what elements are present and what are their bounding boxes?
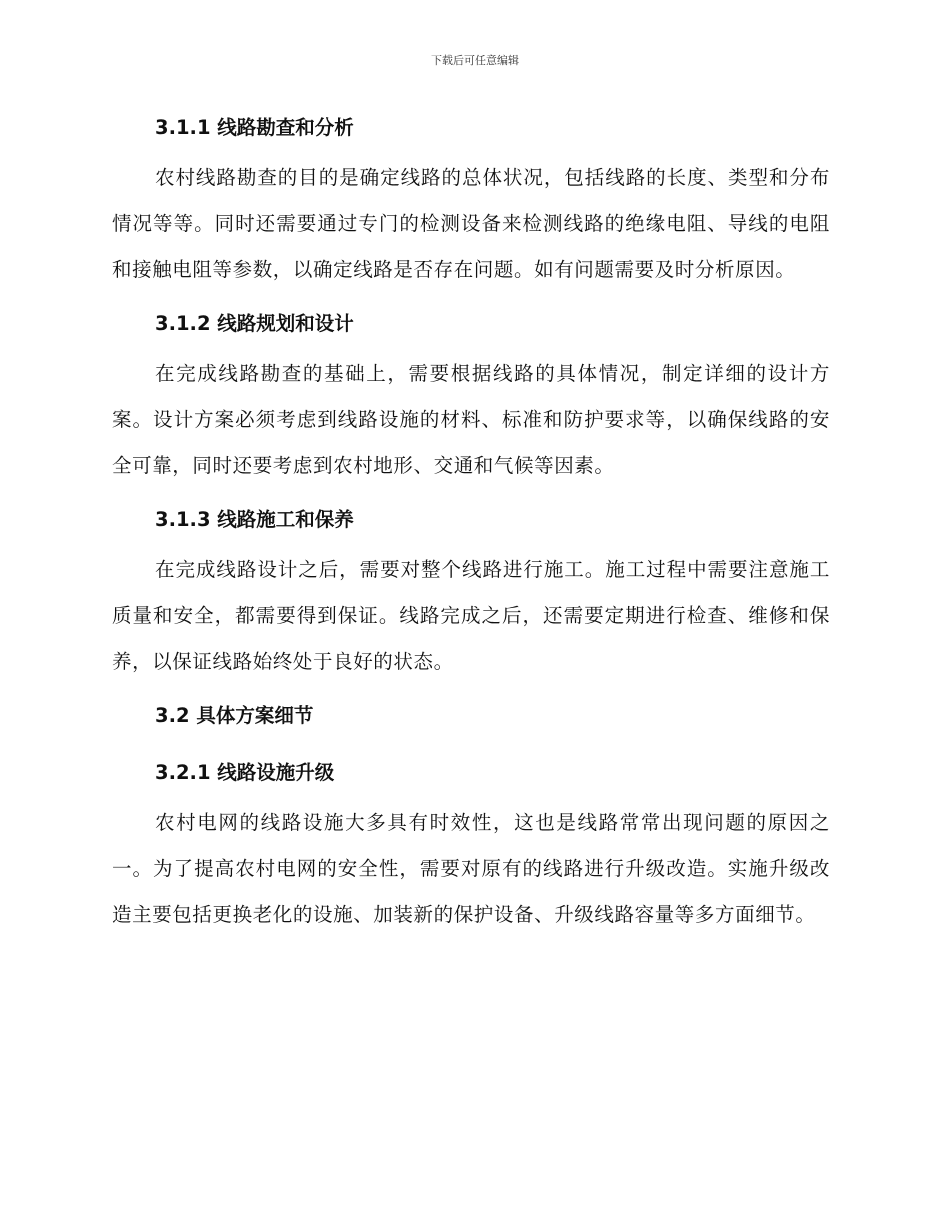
section-paragraph-3-1-3: 在完成线路设计之后，需要对整个线路进行施工。施工过程中需要注意施工质量和安全，都需要得到保证。线路完成之后，还需要定期进行检查、维修和保养，以保证线路始终处于良好的状态。 bbox=[112, 558, 830, 673]
section-heading-3-1-1: 3.1.1 线路勘查和分析 bbox=[155, 116, 354, 139]
section-paragraph-3-1-1: 农村线路勘查的目的是确定线路的总体状况，包括线路的长度、类型和分布情况等等。同时还需要通过专门的检测设备来检测线路的绝缘电阻、导线的电阻和接触电阻等参数，以确定线路是否存在问题。如有问题需要及时分析原因。 bbox=[112, 166, 830, 281]
section-paragraph-3-2-1: 农村电网的线路设施大多具有时效性，这也是线路常常出现问题的原因之一。为了提高农村电网的安全性，需要对原有的线路进行升级改造。实施升级改造主要包括更换老化的设施、加装新的保护设备、升级线路容量等多方面细节。 bbox=[112, 811, 830, 926]
section-heading-3-1-2: 3.1.2 线路规划和设计 bbox=[155, 312, 354, 335]
document-body bbox=[112, 113, 830, 938]
section-paragraph-3-1-2: 在完成线路勘查的基础上，需要根据线路的具体情况，制定详细的设计方案。设计方案必须考虑到线路设施的材料、标准和防护要求等，以确保线路的安全可靠，同时还要考虑到农村地形、交通和气候等因素。 bbox=[112, 362, 830, 477]
section-heading-3-2: 3.2 具体方案细节 bbox=[155, 704, 314, 727]
page-header-note: 下载后可任意编辑 bbox=[431, 54, 519, 67]
section-heading-3-2-1: 3.2.1 线路设施升级 bbox=[155, 761, 335, 784]
section-heading-3-1-3: 3.1.3 线路施工和保养 bbox=[155, 508, 354, 531]
